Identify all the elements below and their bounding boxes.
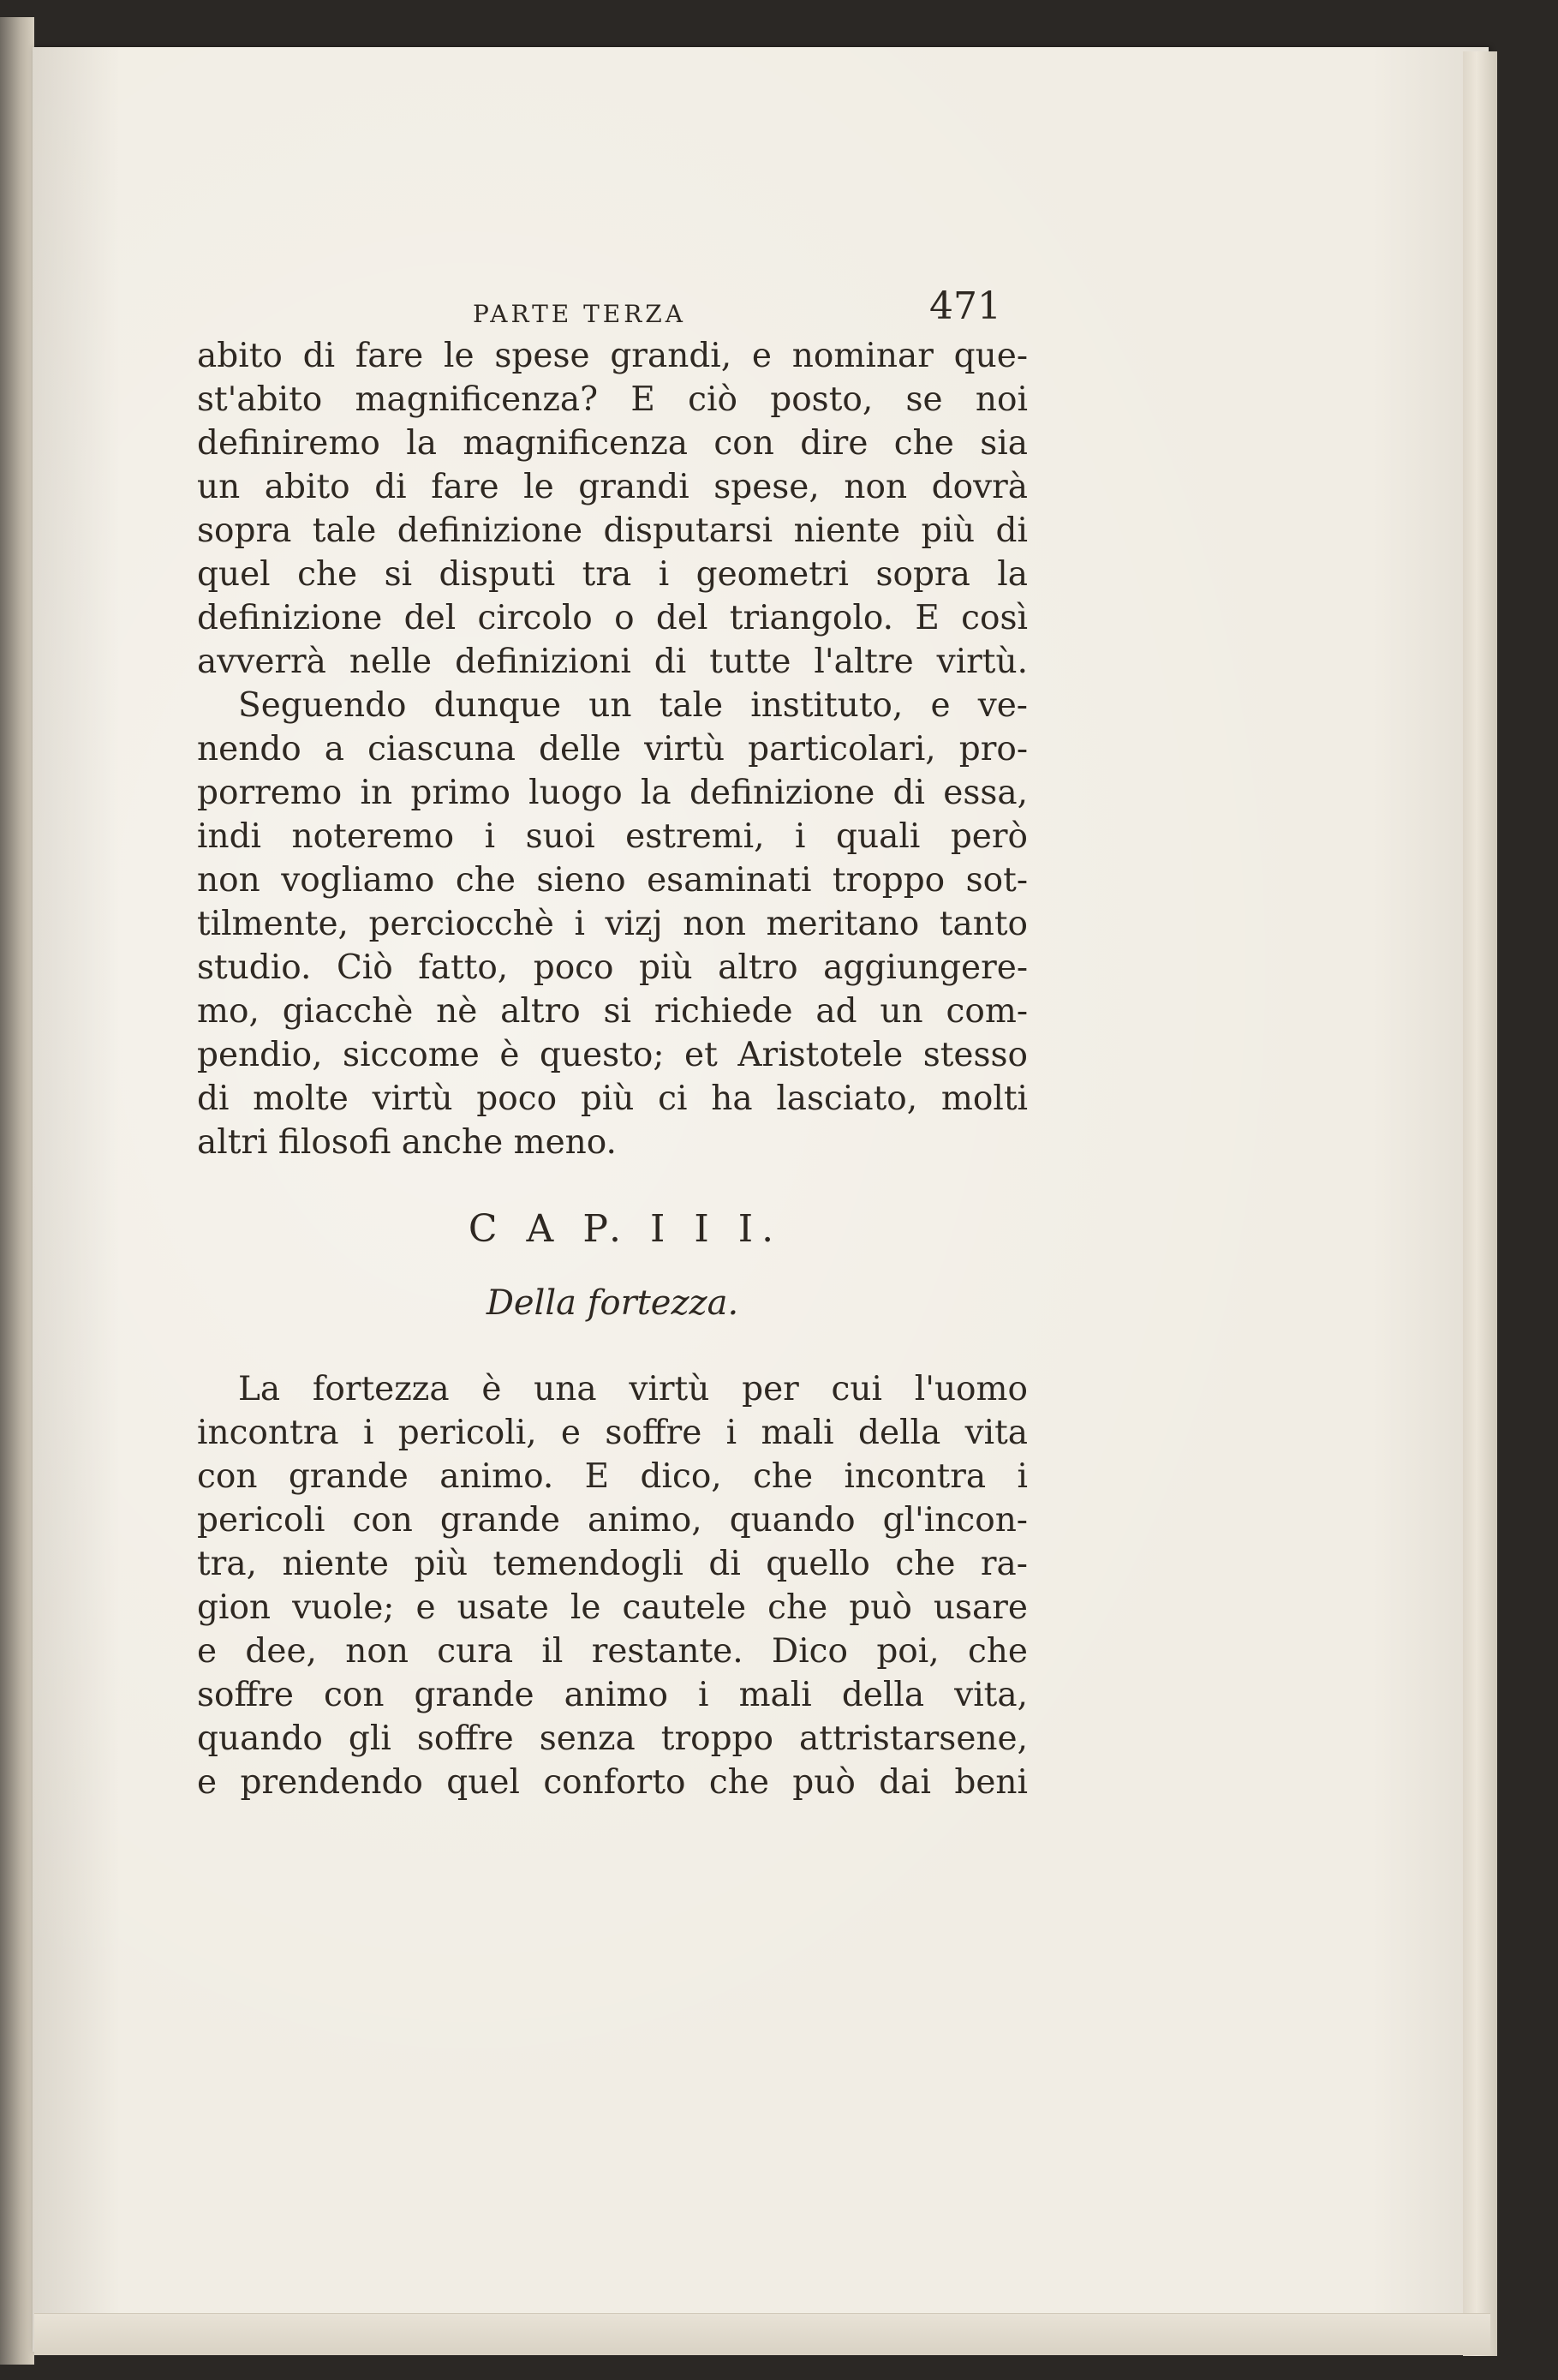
text-line: Seguendo dunque un tale instituto, e ve- xyxy=(238,686,1028,725)
chapter-title: C A P. I I I. xyxy=(468,1207,783,1251)
text-line: nendo a ciascuna delle virtù particolari, pro- xyxy=(197,730,1028,768)
text-line: quando gli soffre senza troppo attristarsene, xyxy=(197,1719,1028,1758)
text-line: abito di fare le spese grandi, e nominar que- xyxy=(197,337,1028,375)
text-line: incontra i pericoli, e soffre i mali della vita xyxy=(197,1414,1028,1452)
text-line: indi noteremo i suoi estremi, i quali però xyxy=(197,817,1028,856)
text-block xyxy=(197,283,1028,1804)
paragraph-3 xyxy=(197,1367,1028,1804)
text-line: quel che si disputi tra i geometri sopra la xyxy=(197,555,1028,594)
page-bottom-edge xyxy=(34,2313,1490,2355)
page-number: 471 xyxy=(929,284,1001,328)
text-line: La fortezza è una virtù per cui l'uomo xyxy=(238,1370,1028,1408)
text-line: di molte virtù poco più ci ha lasciato, molti xyxy=(197,1079,1028,1118)
paragraph-1 xyxy=(197,334,1028,684)
text-line: st'abito magnificenza? E ciò posto, se noi xyxy=(197,380,1028,419)
running-title: PARTE TERZA xyxy=(473,300,686,328)
text-line: con grande animo. E dico, che incontra i xyxy=(197,1457,1028,1496)
facing-page-edge xyxy=(0,17,34,2365)
text-line: sopra tale definizione disputarsi niente più di xyxy=(197,511,1028,550)
text-line: definiremo la magnificenza con dire che sia xyxy=(197,424,1028,463)
text-line: non vogliamo che sieno esaminati troppo sot- xyxy=(197,861,1028,900)
text-line: tilmente, perciocchè i vizj non meritano tanto xyxy=(197,905,1028,943)
text-line: avverrà nelle definizioni di tutte l'altre virtù. xyxy=(197,643,1028,681)
text-line: definizione del circolo o del triangolo. E così xyxy=(197,599,1028,637)
text-line: pericoli con grande animo, quando gl'incon- xyxy=(197,1501,1028,1540)
text-line: porremo in primo luogo la definizione di essa, xyxy=(197,774,1028,812)
text-line: soffre con grande animo i mali della vita, xyxy=(197,1676,1028,1714)
running-head xyxy=(197,283,1028,334)
chapter-subtitle: Della fortezza. xyxy=(486,1283,739,1323)
text-line: mo, giacchè nè altro si richiede ad un com- xyxy=(197,992,1028,1031)
text-line: un abito di fare le grandi spese, non dovrà xyxy=(197,468,1028,506)
paragraph-2 xyxy=(197,684,1028,1164)
text-line: studio. Ciò fatto, poco più altro aggiungere- xyxy=(197,948,1028,987)
text-line: tra, niente più temendogli di quello che ra- xyxy=(197,1545,1028,1583)
text-line: e prendendo quel conforto che può dai beni xyxy=(197,1763,1028,1802)
text-line: pendio, siccome è questo; et Aristotele stesso xyxy=(197,1036,1028,1074)
page-fore-edge xyxy=(1463,51,1497,2356)
text-line: altri filosofi anche meno. xyxy=(197,1123,617,1162)
text-line: e dee, non cura il restante. Dico poi, che xyxy=(197,1632,1028,1671)
text-line: gion vuole; e usate le cautele che può usare xyxy=(197,1588,1028,1627)
